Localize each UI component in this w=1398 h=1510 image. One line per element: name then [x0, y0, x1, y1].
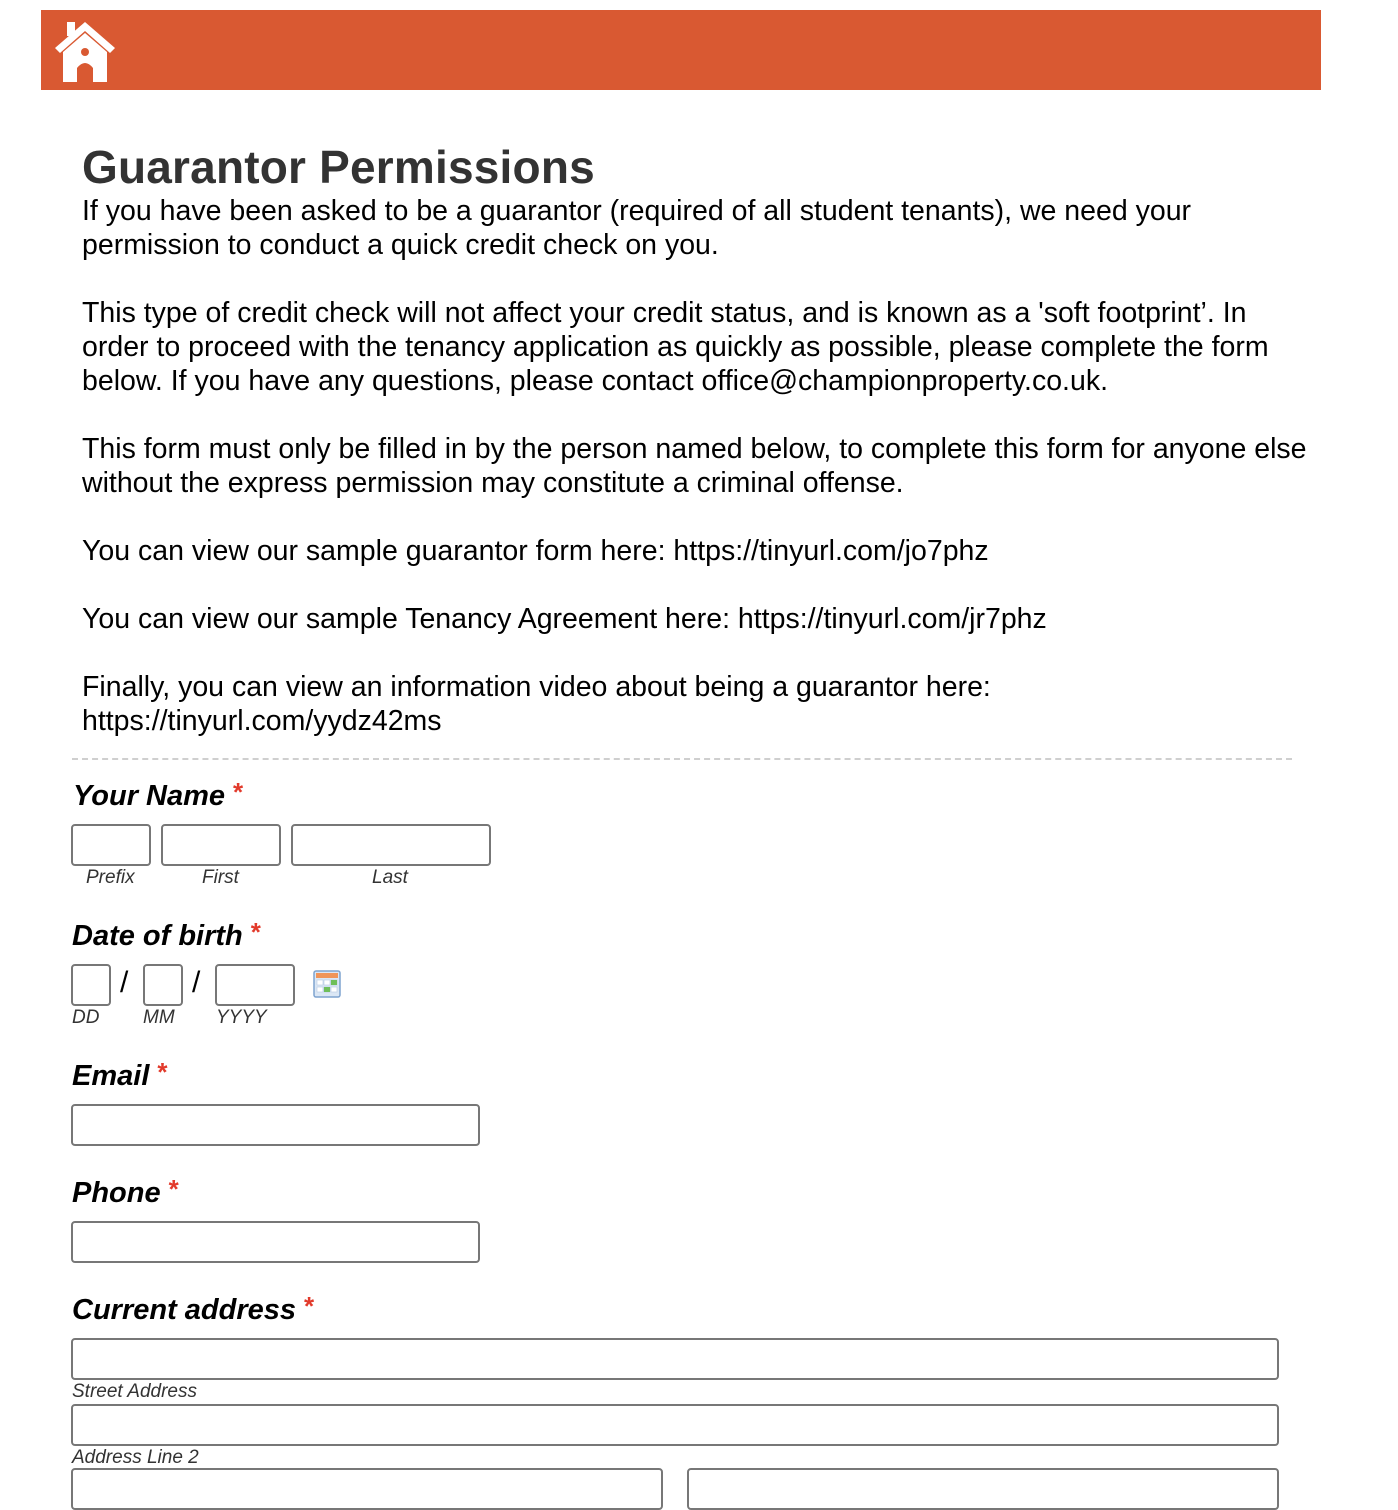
month-sublabel: MM: [143, 1007, 175, 1028]
first-name-input[interactable]: [161, 824, 281, 866]
date-separator: /: [120, 966, 129, 999]
phone-input[interactable]: [71, 1221, 480, 1263]
last-name-input[interactable]: [291, 824, 491, 866]
street-address-sublabel: Street Address: [72, 1381, 197, 1402]
email-label-text: Email: [72, 1060, 150, 1092]
date-separator: /: [192, 966, 201, 999]
calendar-icon[interactable]: [313, 970, 341, 998]
email-label: [72, 1057, 168, 1093]
intro-text: [82, 194, 1312, 772]
prefix-sublabel: Prefix: [86, 867, 135, 888]
intro-paragraph: You can view our sample Tenancy Agreement here: https://tinyurl.com/jr7phz: [82, 603, 1047, 635]
intro-paragraph: This type of credit check will not affect your credit status, and is known as a 'soft footprint’. In order to proceed with the tenancy application as quickly as possible, please complete the form below. If you have any questions, please contact office@championproperty.co.uk.: [82, 297, 1269, 397]
address-line2-sublabel: Address Line 2: [72, 1447, 199, 1468]
section-divider: [72, 758, 1292, 760]
city-input[interactable]: [71, 1468, 663, 1510]
name-label: [73, 777, 244, 813]
intro-paragraph: If you have been asked to be a guarantor (required of all student tenants), we need your permission to conduct a quick credit check on you.: [82, 195, 1192, 261]
street-address-input[interactable]: [71, 1338, 1279, 1380]
year-sublabel: YYYY: [216, 1007, 267, 1028]
email-input[interactable]: [71, 1104, 480, 1146]
dob-day-input[interactable]: [71, 964, 111, 1006]
home-icon[interactable]: [51, 16, 119, 84]
required-marker: *: [250, 917, 261, 947]
dob-year-input[interactable]: [215, 964, 295, 1006]
address-label: [72, 1291, 315, 1327]
address-label-text: Current address: [72, 1294, 297, 1326]
page-title: Guarantor Permissions: [82, 141, 595, 193]
intro-paragraph: You can view our sample guarantor form here: https://tinyurl.com/jo7phz: [82, 535, 989, 567]
address-line2-input[interactable]: [71, 1404, 1279, 1446]
name-label-text: Your Name: [73, 780, 226, 812]
required-marker: *: [304, 1291, 315, 1321]
dob-label-text: Date of birth: [72, 920, 243, 952]
state-input[interactable]: [687, 1468, 1279, 1510]
dob-label: [72, 917, 261, 953]
phone-label: [72, 1174, 179, 1210]
first-sublabel: First: [202, 867, 239, 888]
required-marker: *: [233, 777, 244, 807]
intro-paragraph: Finally, you can view an information video about being a guarantor here: https://tinyurl.com/yydz42ms: [82, 671, 991, 737]
required-marker: *: [157, 1057, 168, 1087]
dob-month-input[interactable]: [143, 964, 183, 1006]
day-sublabel: DD: [72, 1007, 100, 1028]
intro-paragraph: This form must only be filled in by the person named below, to complete this form for anyone else without the express permission may constitute a criminal offense.: [82, 433, 1307, 499]
phone-label-text: Phone: [72, 1177, 161, 1209]
last-sublabel: Last: [372, 867, 408, 888]
prefix-input[interactable]: [71, 824, 151, 866]
required-marker: *: [168, 1174, 179, 1204]
header-bar: [41, 10, 1321, 90]
